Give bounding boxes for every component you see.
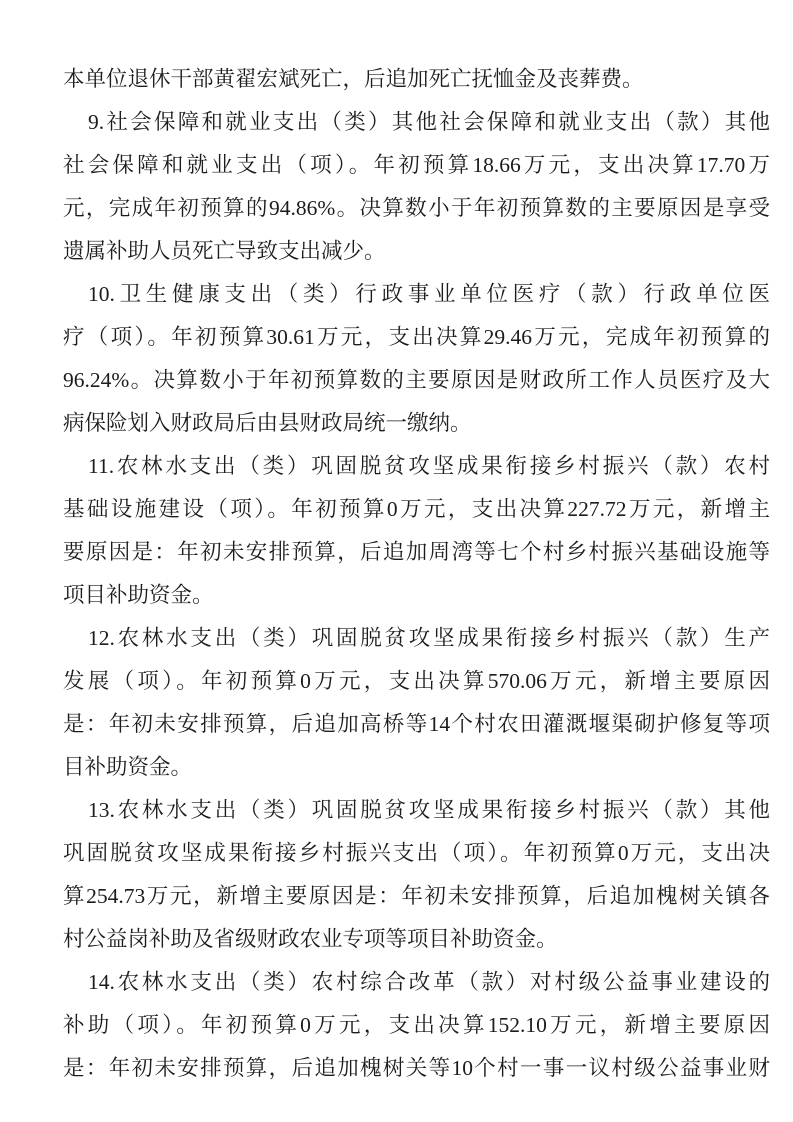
text-line: 村公益岗补助及省级财政农业专项等项目补助资金。 <box>63 927 558 951</box>
text-line: 12.农林水支出（类）巩固脱贫攻坚成果衔接乡村振兴（款）生产 <box>88 626 770 650</box>
text-line: 11.农林水支出（类）巩固脱贫攻坚成果衔接乡村振兴（款）农村 <box>88 454 770 478</box>
text-line: 96.24%。决算数小于年初预算数的主要原因是财政所工作人员医疗及大 <box>63 368 770 392</box>
text-line: 要原因是：年初未安排预算，后追加周湾等七个村乡村振兴基础设施等 <box>63 540 770 564</box>
text-line: 9.社会保障和就业支出（类）其他社会保障和就业支出（款）其他 <box>88 110 770 134</box>
text-line: 病保险划入财政局后由县财政局统一缴纳。 <box>63 411 472 435</box>
text-line: 是：年初未安排预算，后追加槐树关等10个村一事一议村级公益事业财 <box>63 1056 770 1080</box>
text-line: 基础设施建设（项）。年初预算0万元，支出决算227.72万元，新增主 <box>63 497 770 521</box>
text-line: 巩固脱贫攻坚成果衔接乡村振兴支出（项）。年初预算0万元，支出决 <box>63 841 770 865</box>
text-line: 目补助资金。 <box>63 755 193 779</box>
text-line: 13.农林水支出（类）巩固脱贫攻坚成果衔接乡村振兴（款）其他 <box>88 798 770 822</box>
text-line: 疗（项）。年初预算30.61万元，支出决算29.46万元，完成年初预算的 <box>63 325 770 349</box>
text-line: 10.卫生健康支出（类）行政事业单位医疗（款）行政单位医 <box>88 282 770 306</box>
text-line: 本单位退休干部黄翟宏斌死亡，后追加死亡抚恤金及丧葬费。 <box>63 67 644 91</box>
text-line: 遗属补助人员死亡导致支出减少。 <box>63 239 386 263</box>
text-line: 是：年初未安排预算，后追加高桥等14个村农田灌溉堰渠砌护修复等项 <box>63 712 770 736</box>
text-line: 元，完成年初预算的94.86%。决算数小于年初预算数的主要原因是享受 <box>63 196 770 220</box>
text-line: 14.农林水支出（类）农村综合改革（款）对村级公益事业建设的 <box>88 970 770 994</box>
text-line: 补助（项）。年初预算0万元，支出决算152.10万元，新增主要原因 <box>63 1013 770 1037</box>
text-line: 算254.73万元，新增主要原因是：年初未安排预算，后追加槐树关镇各 <box>63 884 770 908</box>
text-line: 项目补助资金。 <box>63 583 214 607</box>
text-block <box>63 58 770 1090</box>
text-line: 发展（项）。年初预算0万元，支出决算570.06万元，新增主要原因 <box>63 669 770 693</box>
text-line: 社会保障和就业支出（项）。年初预算18.66万元，支出决算17.70万 <box>63 153 770 177</box>
